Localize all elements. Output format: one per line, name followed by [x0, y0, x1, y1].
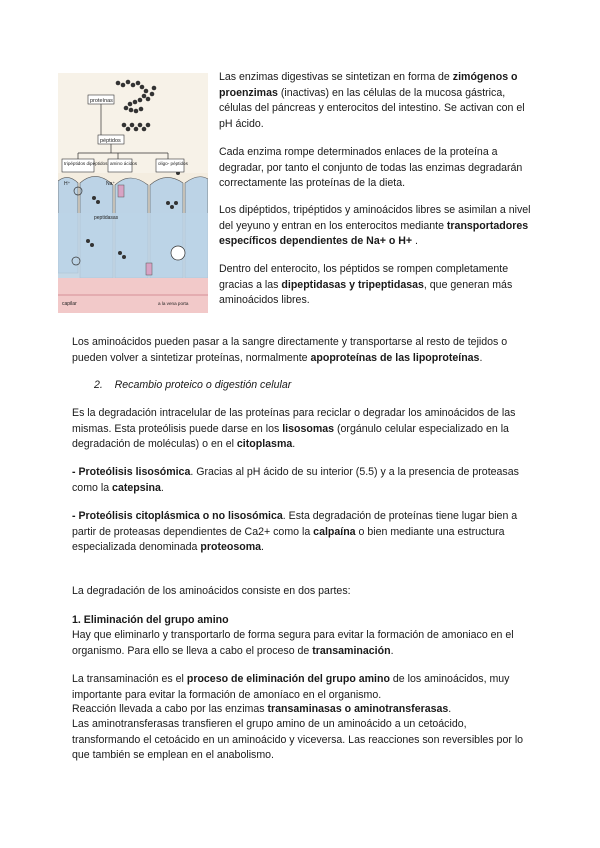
paragraph-degradacion-intracelular	[72, 406, 530, 453]
text: de los aminoácidos, muy importante para evitar la formación de amoníaco en el organismo.	[72, 673, 510, 701]
text: o bien mediante una estructura especializada denominada	[72, 525, 505, 553]
text: .	[412, 235, 418, 247]
paragraph-aminoacidos-sangre	[72, 335, 530, 366]
bold-term: catepsina	[112, 481, 161, 494]
label-peptidasas: peptidasas	[94, 215, 119, 221]
bold-term: proteosoma	[200, 541, 262, 553]
text: Las enzimas digestivas se sintetizan en forma de	[219, 71, 453, 83]
text: Los dipéptidos, tripéptidos y aminoácidos libres se asimilan a nivel del yeyuno y entran en los enterocitos mediante	[219, 204, 531, 232]
text: .	[292, 438, 296, 450]
bold-term: calpaína	[313, 525, 356, 538]
bold-term: transaminación	[312, 644, 391, 657]
text: .	[390, 644, 394, 657]
text: . Gracias al pH ácido de su interior (5.5) y a la presencia de proteasas como la	[72, 466, 519, 494]
paragraph-eliminarlo	[72, 628, 532, 659]
paragraph-transaminacion	[72, 672, 532, 703]
bold-term: apoproteínas de las lipoproteínas	[310, 351, 480, 364]
heading-eliminacion-grupo-amino: 1. Eliminación del grupo amino	[72, 614, 229, 626]
text: Reacción llevada a cabo por las enzimas	[72, 703, 268, 715]
label-vena: a la vena porta	[158, 301, 189, 306]
bold-term: citoplasma	[236, 438, 293, 450]
bold-term: proceso de eliminación del grupo amino	[186, 673, 390, 685]
paragraph-aminotransferasas: Las aminotransferasas transfieren el grupo amino de un aminoácido a un cetoácido, transformando el cetoácido en un aminoácido y viceversa. Las reacciones son reversibles por lo que también se emplean en el anabolismo.	[72, 718, 524, 761]
paragraph-reaccion-enzimas	[72, 702, 532, 718]
bold-term: dipeptidasas y tripeptidasas	[281, 278, 424, 291]
protein-absorption-figure	[58, 73, 208, 313]
text: Dentro del enterocito, los péptidos se rompen completamente gracias a las	[219, 263, 509, 291]
label-oligo: oligo- péptidos	[158, 161, 188, 166]
bold-term: transaminasas o aminotransferasas	[267, 703, 449, 715]
text: Los aminoácidos pueden pasar a la sangre directamente y transportarse al resto de tejidos o pueden volver a sintetizar proteínas, normalmente	[72, 336, 508, 364]
label-h-plus: H⁺	[64, 181, 71, 187]
text: La transaminación es el	[72, 673, 187, 685]
paragraph-degradacion-partes: La degradación de los aminoácidos consiste en dos partes:	[72, 585, 351, 597]
label-peptidos: péptidos	[100, 138, 121, 144]
label-tripeptidos: tripéptidos dipéptidos	[64, 161, 108, 166]
label-capilar: capilar	[62, 301, 77, 307]
paragraph-zimogenos	[219, 70, 529, 132]
bold-term: - Proteólisis lisosómica	[72, 466, 191, 478]
text: .	[448, 703, 452, 715]
section-heading-recambio: 2. Recambio proteico o digestión celular	[94, 379, 292, 391]
label-na-plus: Na⁺	[106, 181, 116, 187]
bold-term: zimógenos o proenzimas	[219, 71, 518, 99]
bold-term: - Proteólisis citoplásmica o no lisosómica	[72, 510, 283, 522]
text: (orgánulo celular especializado en la degradación de moléculas) o en el	[72, 422, 509, 450]
text: , que generan más aminoácidos libres.	[219, 278, 513, 306]
text: .	[160, 481, 164, 494]
bold-term: lisosomas	[282, 422, 335, 435]
text: .	[479, 351, 483, 364]
paragraph-dipeptidos	[219, 203, 539, 250]
text: .	[261, 541, 264, 553]
text: . Esta degradación de proteínas tiene lugar bien a partir de proteasas dependientes de Ca2+ como la	[72, 510, 518, 538]
text: Es la degradación intracelular de las proteínas para reciclar o degradar los aminoácidos de las mismas. Esta proteólisis puede darse en los	[72, 407, 516, 435]
text: Hay que eliminarlo y transportarlo de forma segura para evitar la formación de amoniaco en el organismo. Para ello se lleva a cabo el proceso de	[72, 629, 514, 657]
paragraph-enzima: Cada enzima rompe determinados enlaces de la proteína a degradar, por tanto el conjunto de todas las enzimas degradarán correctamente las proteínas de la dieta.	[219, 146, 523, 189]
paragraph-proteolisis-citoplasmica	[72, 509, 524, 556]
label-amino: amino ácidos	[110, 161, 138, 166]
text: (inactivas) en las células de la mucosa gástrica, células del páncreas y enterocitos del intestino. Se activan con el pH ácido.	[219, 86, 525, 130]
paragraph-proteolisis-lisosomica	[72, 465, 522, 496]
label-proteinas: proteínas	[90, 98, 113, 104]
paragraph-enterocito	[219, 262, 531, 309]
bold-term: transportadores específicos dependientes de Na+ o H+	[219, 219, 529, 247]
